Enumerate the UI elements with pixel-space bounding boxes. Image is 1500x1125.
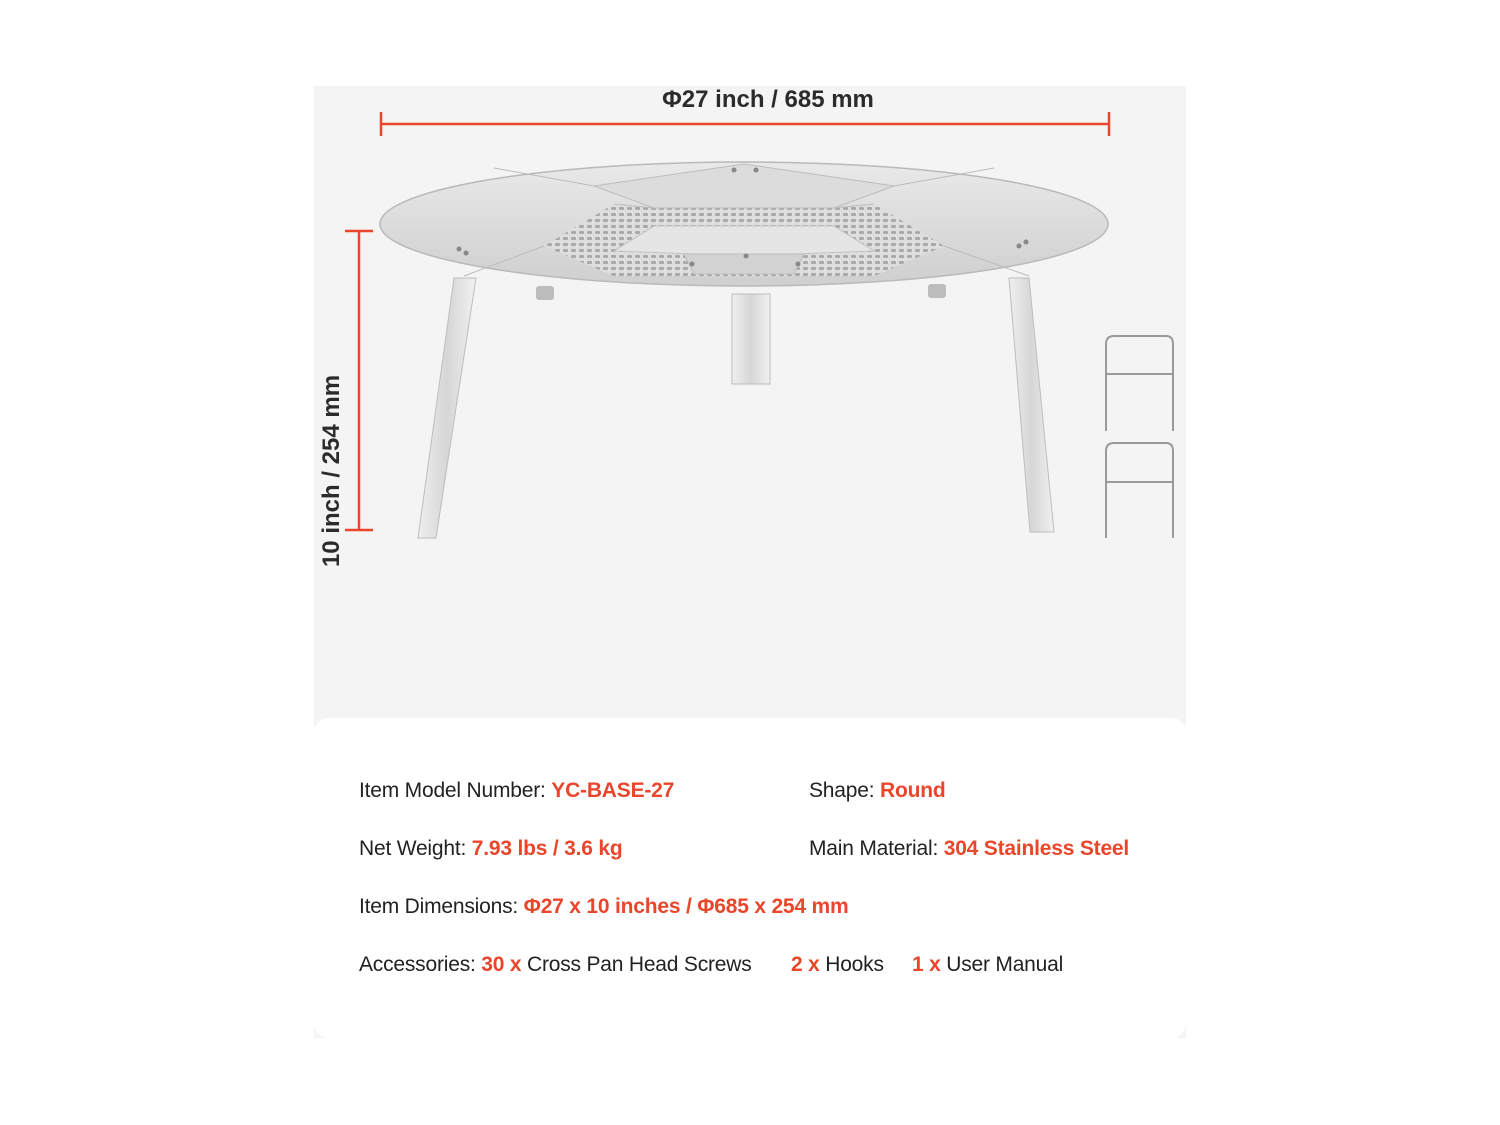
hook-accessories [1106, 336, 1173, 538]
product-card [314, 86, 1186, 1038]
spec-accessory-manual: 1 x User Manual [912, 953, 1064, 976]
product-image-area [314, 86, 1186, 718]
specifications-panel [314, 718, 1186, 1038]
height-dimension-line [345, 231, 373, 530]
spec-model-number: Item Model Number: YC-BASE-27 [359, 779, 675, 802]
spec-item-dimensions: Item Dimensions: Φ27 x 10 inches / Φ685 x 254 mm [359, 895, 849, 918]
spec-accessory-hooks: 2 x Hooks [791, 953, 884, 976]
spec-accessories: Accessories: 30 x Cross Pan Head Screws [359, 953, 752, 976]
fire-pit-stand-illustration [314, 86, 1186, 718]
spec-shape: Shape: Round [809, 779, 946, 802]
width-dimension-line [381, 112, 1109, 136]
height-dimension-label: 10 inch / 254 mm [318, 374, 345, 568]
spec-net-weight: Net Weight: 7.93 lbs / 3.6 kg [359, 837, 623, 860]
top-ring [380, 162, 1108, 286]
stand-legs [418, 278, 1054, 538]
width-dimension-label: Φ27 inch / 685 mm [662, 86, 874, 113]
spec-main-material: Main Material: 304 Stainless Steel [809, 837, 1130, 860]
